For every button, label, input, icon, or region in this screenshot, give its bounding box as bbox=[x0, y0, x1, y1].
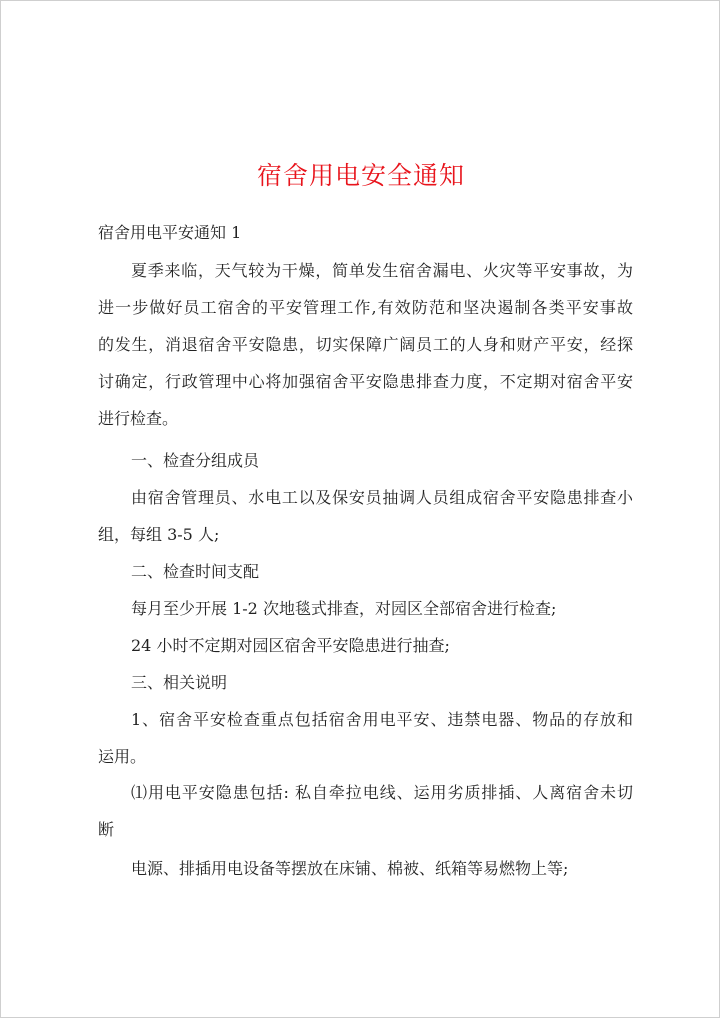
paragraph-line: ⑴用电平安隐患包括: 私自牵拉电线、运用劣质排插、人离宿舍未切 bbox=[131, 783, 633, 802]
paragraph-line: 讨确定，行政管理中心将加强宿舍平安隐患排查力度，不定期对宿舍平安 bbox=[98, 372, 633, 391]
section-heading: 二、检查时间支配 bbox=[131, 562, 260, 581]
document-title: 宿舍用电安全通知 bbox=[256, 161, 465, 190]
paragraph-line: 1、宿舍平安检查重点包括宿舍用电平安、违禁电器、物品的存放和 bbox=[131, 710, 633, 729]
paragraph-line: 24 小时不定期对园区宿舍平安隐患进行抽查; bbox=[131, 636, 450, 655]
paragraph-line: 断 bbox=[98, 820, 115, 839]
section-heading: 一、检查分组成员 bbox=[131, 451, 260, 470]
paragraph-line: 的发生，消退宿舍平安隐患，切实保障广阔员工的人身和财产平安，经探 bbox=[98, 335, 633, 354]
paragraph-line: 电源、排插用电设备等摆放在床铺、棉被、纸箱等易燃物上等; bbox=[131, 859, 569, 878]
paragraph-line: 由宿舍管理员、水电工以及保安员抽调人员组成宿舍平安隐患排查小 bbox=[131, 488, 633, 507]
paragraph-line: 运用。 bbox=[98, 747, 147, 766]
paragraph-line: 组，每组 3-5 人; bbox=[98, 525, 220, 544]
paragraph-line: 进一步做好员工宿舍的平安管理工作,有效防范和坚决遏制各类平安事故 bbox=[98, 298, 633, 317]
subtitle: 宿舍用电平安通知 1 bbox=[98, 223, 242, 242]
paragraph-line: 每月至少开展 1-2 次地毯式排查，对园区全部宿舍进行检查; bbox=[131, 599, 557, 618]
paragraph-line: 进行检查。 bbox=[98, 409, 179, 428]
section-heading: 三、相关说明 bbox=[131, 673, 228, 692]
paragraph-line: 夏季来临，天气较为干燥，简单发生宿舍漏电、火灾等平安事故，为 bbox=[131, 261, 633, 280]
